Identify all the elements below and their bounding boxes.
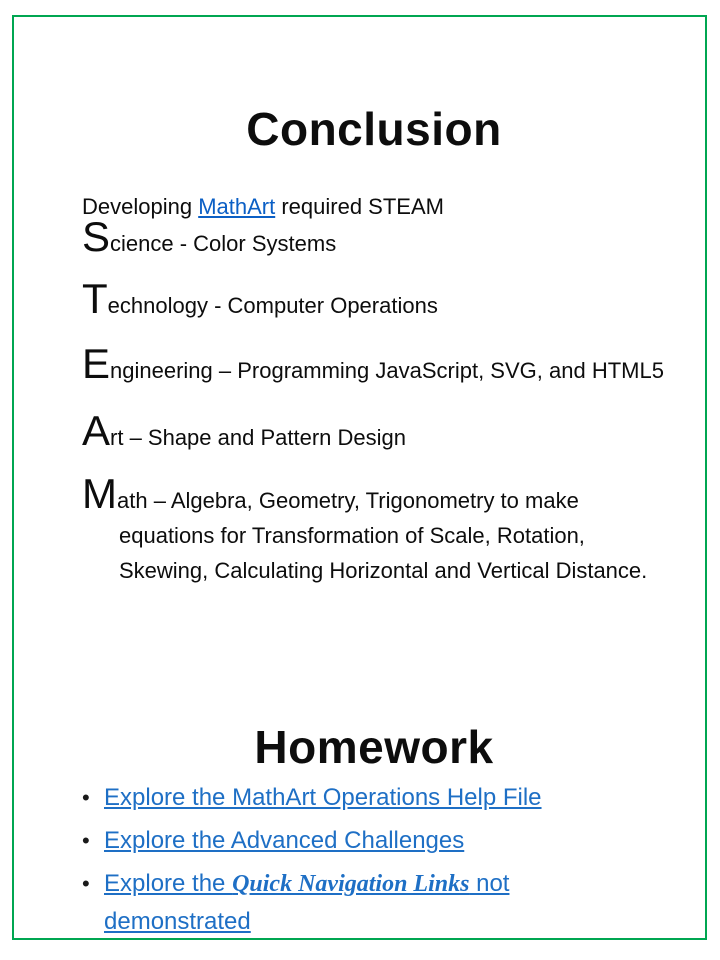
quick-navigation-link[interactable] [104, 870, 509, 935]
steam-text-technology: echnology - Computer Operations [107, 293, 438, 318]
steam-letter-t: T [82, 275, 108, 322]
steam-text-art: rt – Shape and Pattern Design [110, 425, 406, 450]
bullet-icon: • [82, 785, 90, 810]
steam-letter-m: M [82, 470, 117, 517]
help-file-link[interactable] [104, 784, 542, 811]
link-text: Explore the Advanced Challenges [104, 827, 465, 854]
link-em-text: Quick Navigation Links [232, 871, 470, 897]
steam-letter-a: A [82, 407, 111, 454]
bullet-icon: • [82, 828, 90, 853]
steam-line-math [82, 470, 674, 588]
steam-line-technology [82, 275, 438, 323]
steam-line-engineering [82, 340, 664, 388]
bullet-icon: • [82, 871, 90, 896]
steam-text-science: cience - Color Systems [110, 231, 337, 256]
intro-line [82, 192, 444, 222]
intro-pre-text: Developing [82, 194, 199, 219]
steam-text-math: ath – Algebra, Geometry, Trigonometry to make equations for Transformation of Scale, Rotation, Skewing, Calculating Horizontal and Vertical Distance. [117, 488, 648, 583]
homework-item-help-file [82, 779, 624, 817]
link-text: Explore the MathArt Operations Help File [104, 784, 542, 811]
steam-text-engineering: ngineering – Programming JavaScript, SVG, and HTML5 [110, 358, 664, 383]
mathart-link[interactable]: MathArt [198, 194, 276, 219]
homework-list [82, 779, 627, 945]
steam-line-science [82, 213, 337, 261]
slide-title: Conclusion [246, 102, 502, 155]
slide-border [12, 15, 707, 940]
homework-item-advanced-challenges [82, 822, 624, 860]
steam-letter-s: S [82, 213, 111, 260]
link-post-text: not demonstrated [104, 870, 510, 935]
steam-line-art [82, 407, 406, 455]
link-text: Explore the [104, 870, 233, 897]
homework-item-quick-navigation [82, 865, 624, 940]
intro-post-text: required STEAM [275, 194, 444, 219]
advanced-challenges-link[interactable] [104, 827, 464, 854]
homework-title: Homework [254, 721, 494, 774]
steam-letter-e: E [82, 340, 111, 387]
